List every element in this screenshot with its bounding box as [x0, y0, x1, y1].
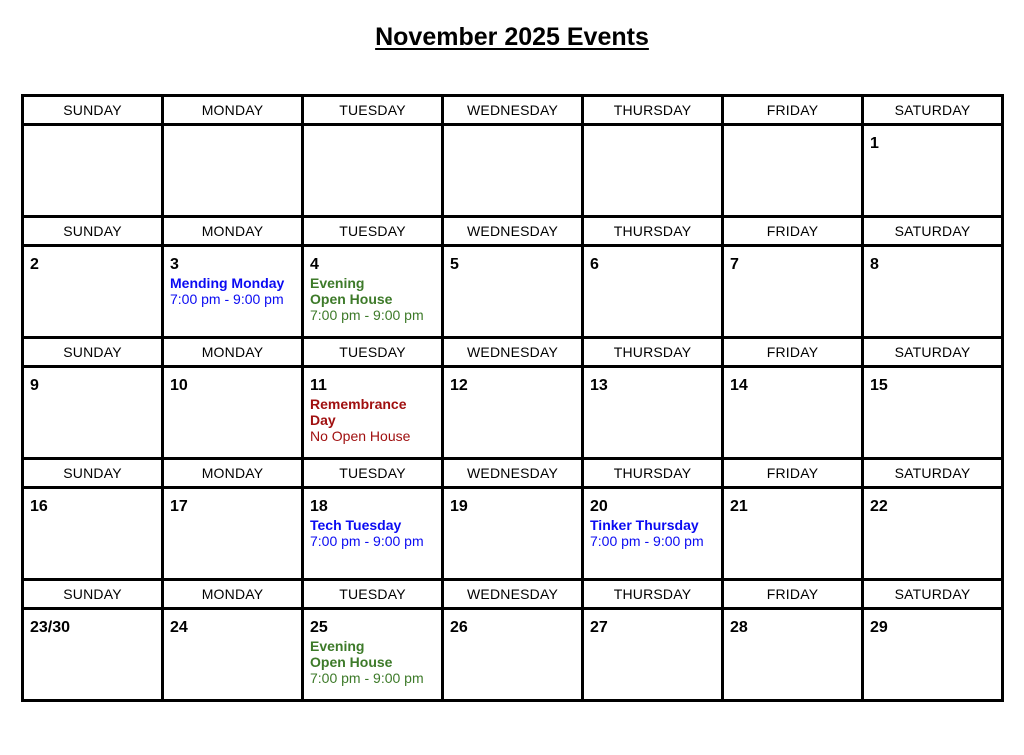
weekday-header-row	[23, 459, 1003, 488]
weekday-header-monday: MONDAY	[163, 217, 303, 246]
event-title: Mending Monday	[170, 275, 285, 291]
weekday-header-sunday: SUNDAY	[23, 96, 163, 125]
day-number: 16	[30, 498, 48, 515]
day-number: 22	[870, 498, 888, 515]
weekday-header-friday: FRIDAY	[723, 580, 863, 609]
day-number: 1	[870, 135, 879, 152]
day-cell-5	[443, 246, 583, 338]
weekday-header-wednesday: WEDNESDAY	[443, 96, 583, 125]
day-cell-29	[863, 609, 1003, 701]
day-cell-14	[723, 367, 863, 459]
calendar-table	[21, 94, 1004, 702]
weekday-header-friday: FRIDAY	[723, 217, 863, 246]
weekday-header-tuesday: TUESDAY	[303, 217, 443, 246]
day-number: 5	[450, 256, 459, 273]
weekday-header-sunday: SUNDAY	[23, 217, 163, 246]
event-time: No Open House	[310, 428, 411, 444]
day-number: 11	[310, 377, 327, 394]
weekday-header-saturday: SATURDAY	[863, 217, 1003, 246]
weekday-header-sunday: SUNDAY	[23, 580, 163, 609]
event-title: Tinker Thursday	[590, 517, 699, 533]
weekday-header-tuesday: TUESDAY	[303, 580, 443, 609]
day-cell-3	[163, 246, 303, 338]
weekday-header-tuesday: TUESDAY	[303, 459, 443, 488]
event-time: 7:00 pm - 9:00 pm	[310, 533, 424, 549]
day-number: 7	[730, 256, 739, 273]
day-number: 10	[170, 377, 188, 394]
weekday-header-friday: FRIDAY	[723, 459, 863, 488]
empty-day-cell	[443, 125, 583, 217]
weekday-header-friday: FRIDAY	[723, 338, 863, 367]
day-cell-10	[163, 367, 303, 459]
day-cell-28	[723, 609, 863, 701]
weekday-header-thursday: THURSDAY	[583, 217, 723, 246]
weekday-header-row	[23, 96, 1003, 125]
empty-day-cell	[23, 125, 163, 217]
week-row	[23, 488, 1003, 580]
day-number: 24	[170, 619, 188, 636]
day-number: 4	[310, 256, 319, 273]
week-row	[23, 246, 1003, 338]
weekday-header-monday: MONDAY	[163, 580, 303, 609]
day-number: 2	[30, 256, 39, 273]
empty-day-cell	[723, 125, 863, 217]
event-time: 7:00 pm - 9:00 pm	[310, 307, 424, 323]
day-cell-24	[163, 609, 303, 701]
day-number: 27	[590, 619, 608, 636]
day-cell-25	[303, 609, 443, 701]
weekday-header-saturday: SATURDAY	[863, 338, 1003, 367]
weekday-header-thursday: THURSDAY	[583, 459, 723, 488]
day-number: 15	[870, 377, 888, 394]
weekday-header-wednesday: WEDNESDAY	[443, 580, 583, 609]
day-cell-16	[23, 488, 163, 580]
day-cell-15	[863, 367, 1003, 459]
day-cell-20	[583, 488, 723, 580]
empty-day-cell	[303, 125, 443, 217]
day-number: 8	[870, 256, 879, 273]
weekday-header-monday: MONDAY	[163, 338, 303, 367]
weekday-header-saturday: SATURDAY	[863, 580, 1003, 609]
day-number: 14	[730, 377, 748, 394]
day-number: 21	[730, 498, 748, 515]
day-number: 9	[30, 377, 39, 394]
day-number: 13	[590, 377, 608, 394]
weekday-header-friday: FRIDAY	[723, 96, 863, 125]
day-cell-23-30	[23, 609, 163, 701]
day-cell-19	[443, 488, 583, 580]
page-title: November 2025 Events	[375, 23, 649, 51]
weekday-header-sunday: SUNDAY	[23, 459, 163, 488]
day-cell-18	[303, 488, 443, 580]
event-time: 7:00 pm - 9:00 pm	[590, 533, 704, 549]
weekday-header-tuesday: TUESDAY	[303, 338, 443, 367]
day-cell-11	[303, 367, 443, 459]
event-title-line1: Evening	[310, 275, 365, 291]
day-number: 12	[450, 377, 468, 394]
weekday-header-saturday: SATURDAY	[863, 459, 1003, 488]
week-row	[23, 609, 1003, 701]
weekday-header-monday: MONDAY	[163, 96, 303, 125]
day-cell-12	[443, 367, 583, 459]
event-title-line2: Open House	[310, 654, 393, 670]
weekday-header-thursday: THURSDAY	[583, 580, 723, 609]
event-title: Tech Tuesday	[310, 517, 402, 533]
day-cell-27	[583, 609, 723, 701]
day-number: 23/30	[30, 619, 71, 636]
day-cell-8	[863, 246, 1003, 338]
day-cell-17	[163, 488, 303, 580]
day-number: 18	[310, 498, 328, 515]
day-cell-13	[583, 367, 723, 459]
weekday-header-tuesday: TUESDAY	[303, 96, 443, 125]
empty-day-cell	[583, 125, 723, 217]
day-cell-7	[723, 246, 863, 338]
day-number: 6	[590, 256, 599, 273]
weekday-header-thursday: THURSDAY	[583, 338, 723, 367]
day-number: 17	[170, 498, 188, 515]
day-cell-22	[863, 488, 1003, 580]
day-cell-2	[23, 246, 163, 338]
event-title-line2: Day	[310, 412, 336, 428]
day-number: 3	[170, 256, 179, 273]
weekday-header-row	[23, 217, 1003, 246]
event-time: 7:00 pm - 9:00 pm	[170, 291, 284, 307]
day-number: 19	[450, 498, 468, 515]
day-number: 28	[730, 619, 748, 636]
day-number: 20	[590, 498, 608, 515]
day-cell-26	[443, 609, 583, 701]
event-title-line1: Evening	[310, 638, 365, 654]
weekday-header-saturday: SATURDAY	[863, 96, 1003, 125]
weekday-header-wednesday: WEDNESDAY	[443, 459, 583, 488]
day-cell-21	[723, 488, 863, 580]
event-title-line1: Remembrance	[310, 396, 407, 412]
week-row	[23, 125, 1003, 217]
weekday-header-thursday: THURSDAY	[583, 96, 723, 125]
day-cell-9	[23, 367, 163, 459]
day-number: 26	[450, 619, 468, 636]
weekday-header-row	[23, 338, 1003, 367]
weekday-header-sunday: SUNDAY	[23, 338, 163, 367]
week-row	[23, 367, 1003, 459]
event-time: 7:00 pm - 9:00 pm	[310, 670, 424, 686]
weekday-header-monday: MONDAY	[163, 459, 303, 488]
event-title-line2: Open House	[310, 291, 393, 307]
day-cell-6	[583, 246, 723, 338]
weekday-header-row	[23, 580, 1003, 609]
empty-day-cell	[163, 125, 303, 217]
day-cell-4	[303, 246, 443, 338]
day-number: 29	[870, 619, 888, 636]
day-cell-1	[863, 125, 1003, 217]
day-number: 25	[310, 619, 328, 636]
weekday-header-wednesday: WEDNESDAY	[443, 217, 583, 246]
weekday-header-wednesday: WEDNESDAY	[443, 338, 583, 367]
